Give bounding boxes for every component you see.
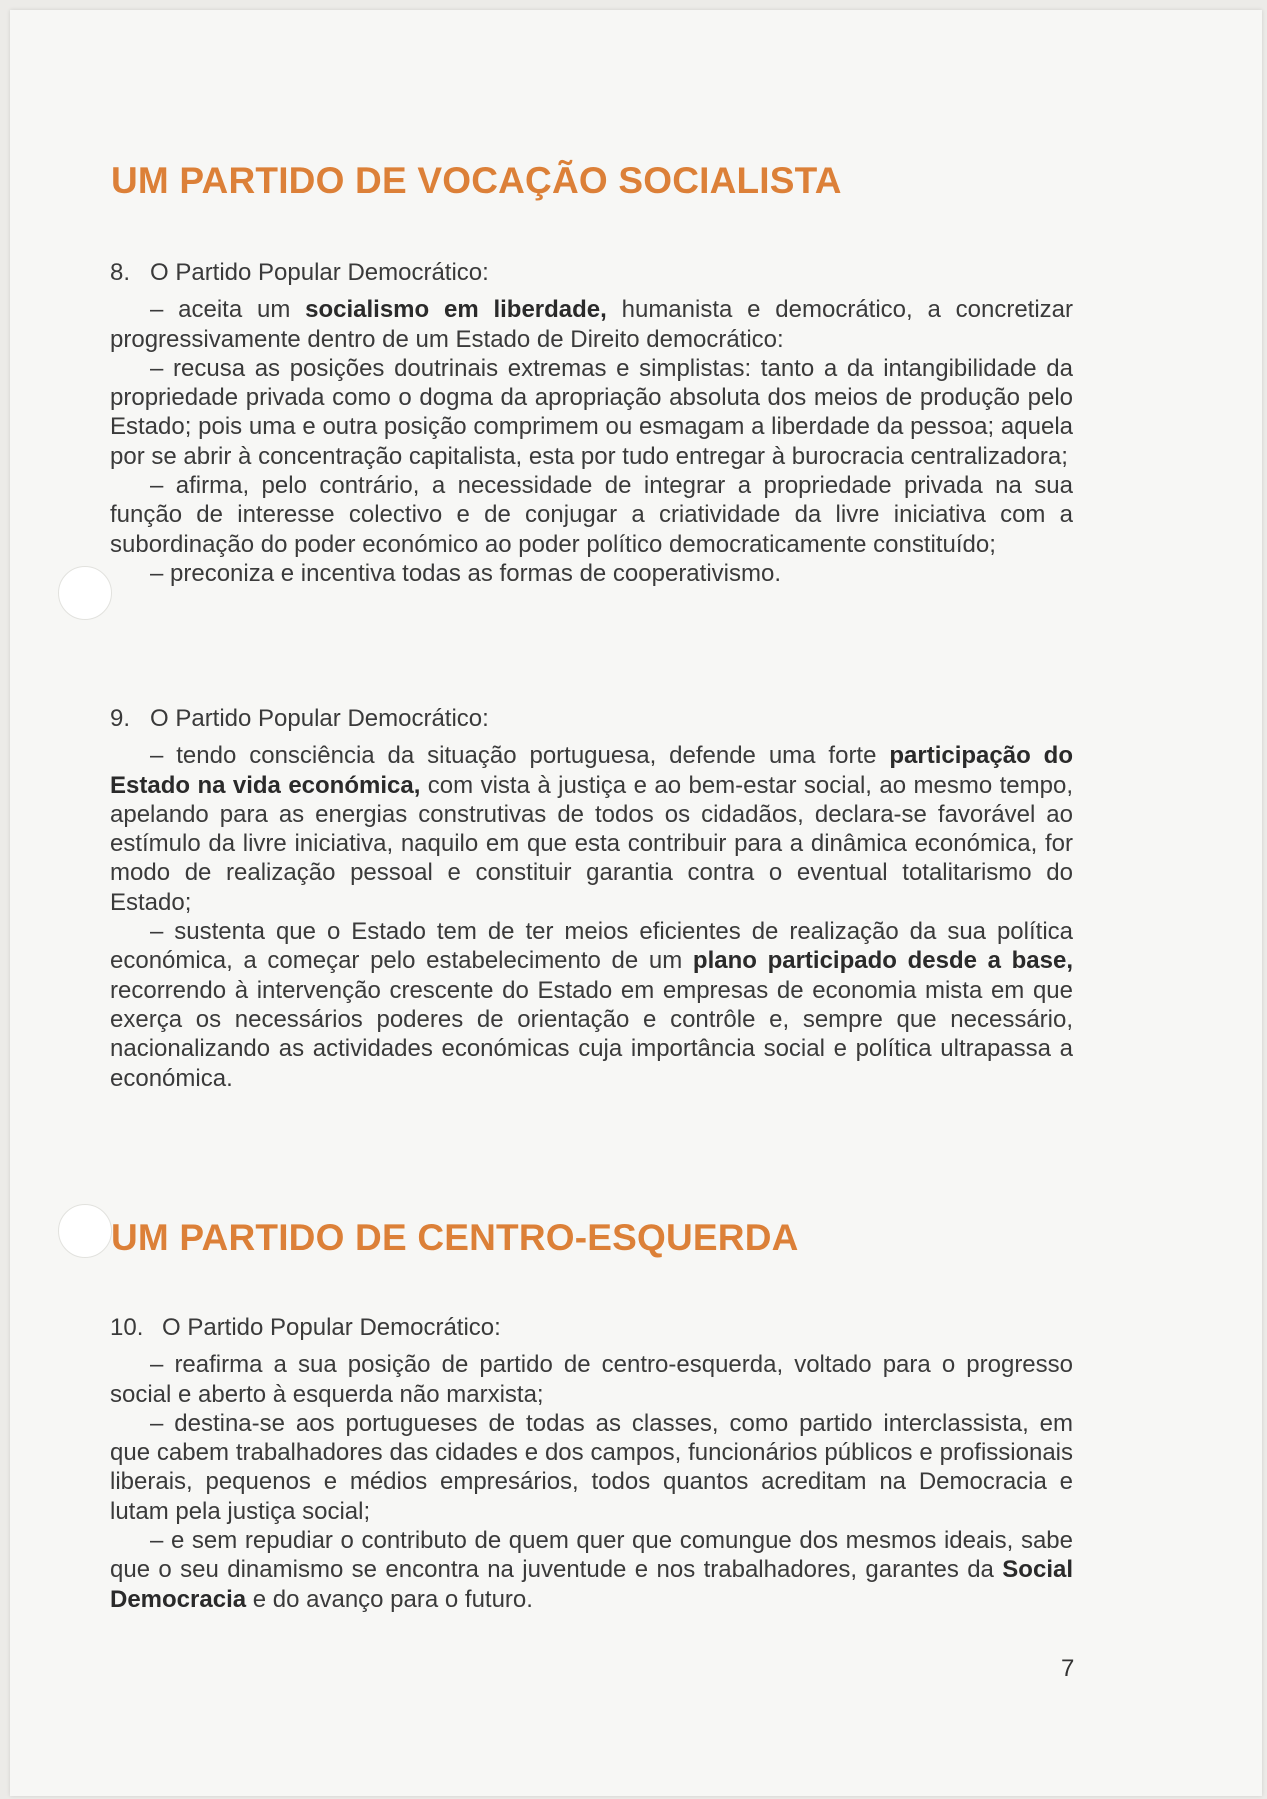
section-intro-text: O Partido Popular Democrático: [162,1314,501,1341]
section-intro-text: O Partido Popular Democrático: [150,259,489,286]
section-heading-center-left: UM PARTIDO DE CENTRO-ESQUERDA [111,1217,799,1258]
text-run: – afirma, pelo contrário, a necessidade de integrar a propriedade privada na sua função de interesse colectivo e de conjugar a criatividade da livre iniciativa com a subordinação do poder económico ao poder político democraticamente constituído; [110,472,1073,558]
paragraph [110,741,1073,917]
paragraph [110,1526,1073,1614]
paragraph [110,1409,1073,1526]
section-paragraphs [110,1350,1073,1614]
bold-text: socialismo em liberdade, [305,296,607,324]
text-run: humanista e democrático, a concretizar progressivamente dentro de um Estado de Direito democrático: [110,296,1074,353]
section-heading-socialist: UM PARTIDO DE VOCAÇÃO SOCIALISTA [111,160,842,201]
section-10 [110,1313,1073,1614]
section-paragraphs [110,295,1073,588]
bold-text: Social Democracia [110,1556,1073,1613]
text-run: – tendo consciência da situação portuguesa, defende uma forte [150,742,890,770]
section-intro [110,704,1073,733]
text-run: e do avanço para o futuro. [246,1585,533,1613]
section-intro-text: O Partido Popular Democrático: [150,705,489,732]
section-number: 8. [110,259,131,286]
text-run: – aceita um [150,296,306,324]
paragraph [110,559,1073,588]
text-run: – e sem repudiar o contributo de quem quer que comungue dos mesmos ideais, sabe que o seu dinamismo se encontra na juventude e nos trabalhadores, garantes da [110,1527,1073,1584]
text-run: – sustenta que o Estado tem de ter meios eficientes de realização da sua política económica, a começar pelo estabelecimento de um [110,918,1073,975]
section-number: 10. [110,1314,144,1341]
bold-text: plano participado desde a base, [692,947,1073,975]
paragraph [110,354,1073,471]
text-run: – preconiza e incentiva todas as formas de cooperativismo. [150,559,781,587]
section-number: 9. [110,705,131,732]
text-run: – recusa as posições doutrinais extremas e simplistas: tanto a da intangibilidade da propriedade privada como o dogma da apropriação absoluta dos meios de produção pelo Estado; pois uma e outra posição comprimem ou esmagam a liberdade da pessoa; aquela por se abrir à concentração capitalista, esta por tudo entregar à burocracia centralizadora; [110,354,1073,470]
paragraph [110,1350,1073,1409]
punch-hole [58,1204,112,1258]
paragraph [110,917,1073,1093]
text-run: com vista à justiça e ao bem-estar social, ao mesmo tempo, apelando para as energias construtivas de todos os cidadãos, declara-se favorável ao estímulo da livre iniciativa, naquilo em que esta contribuir para a dinâmica económica, for modo de realização pessoal e constituir garantia contra o eventual totalitarismo do Estado; [110,771,1073,916]
punch-hole [58,566,112,620]
section-intro [110,258,1073,287]
text-run: recorrendo à intervenção crescente do Estado em empresas de economia mista em que exerça os necessários poderes de orientação e contrôle e, sempre que necessário, nacionalizando as actividades económicas cuja importância social e política ultrapassa a económica. [110,976,1073,1092]
bold-text: participação do Estado na vida económica, [110,742,1073,799]
paragraph [110,471,1073,559]
section-intro [110,1313,1073,1342]
section-8 [110,258,1073,588]
paragraph [110,295,1073,354]
page-number: 7 [1061,1655,1075,1682]
section-9 [110,704,1073,1093]
section-paragraphs [110,741,1073,1093]
text-run: – reafirma a sua posição de partido de centro-esquerda, voltado para o progresso social e aberto à esquerda não marxista; [110,1351,1073,1408]
document-page [10,10,1262,1796]
text-run: – destina-se aos portugueses de todas as classes, como partido interclassista, em que cabem trabalhadores das cidades e dos campos, funcionários públicos e profissionais liberais, pequenos e médios empresários, todos quantos acreditam na Democracia e lutam pela justiça social; [110,1409,1073,1525]
